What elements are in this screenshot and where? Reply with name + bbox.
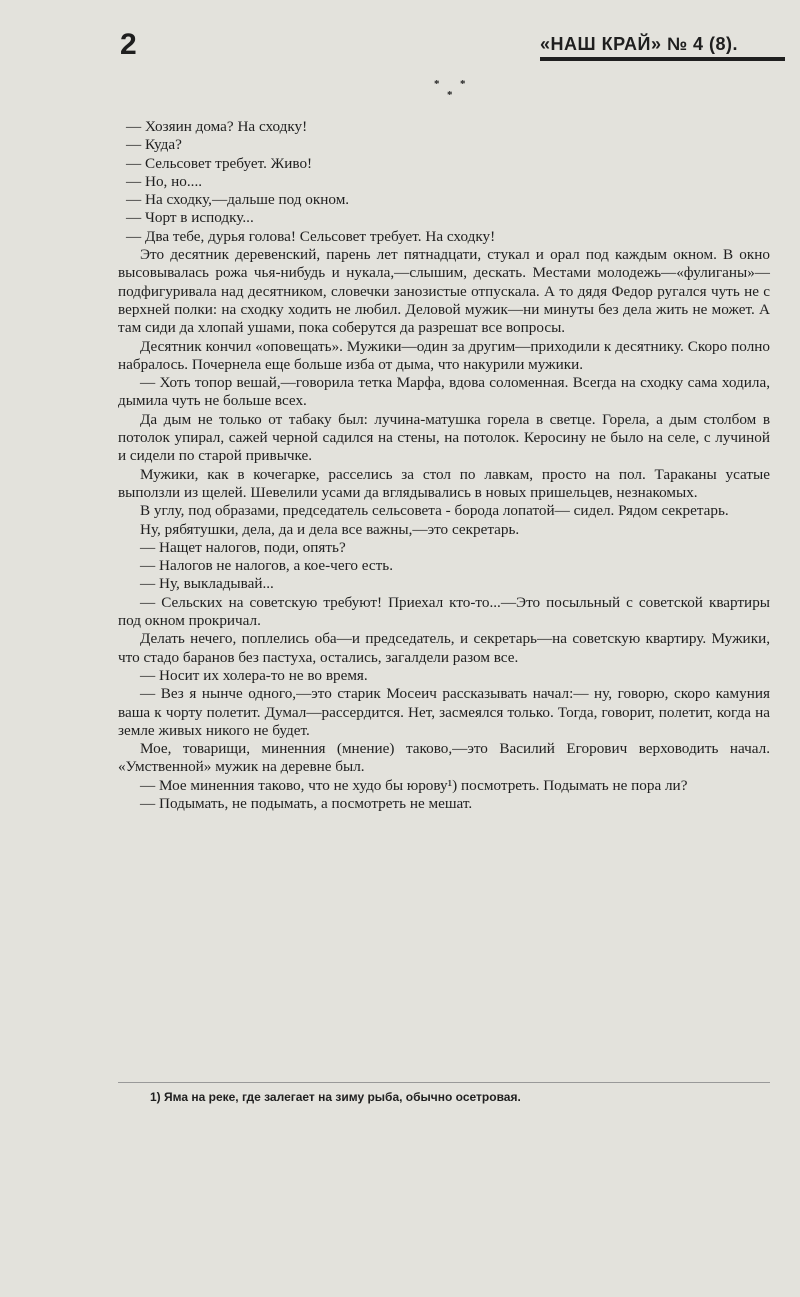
asterisk-1: * [434, 78, 440, 90]
paragraph: Мужики, как в кочегарке, расселись за стол по лавкам, просто на пол. Тараканы усатые выползли из щелей. Шевелили усами да вглядывались в новых пришельцев, незнакомых. [118, 465, 770, 501]
dialogue-line: — На сходку,—дальше под окном. [126, 191, 350, 209]
paragraph: Да дым не только от табаку был: лучина-матушка горела в светце. Горела, а дым столбом в потолок упирал, сажей черной садился на стены, на потолок. Керосину не было на селе, с лучиной и сидели по старой привычке. [118, 410, 770, 465]
paragraph: Делать нечего, поплелись оба—и председатель, и секретарь—на советскую квартиру. Мужики, что стадо баранов без пастуха, остались, загалдели разом все. [118, 630, 770, 666]
article-body [118, 118, 770, 813]
paragraph: В углу, под образами, председатель сельсовета - борода лопатой— сидел. Рядом секретарь. [140, 502, 729, 520]
paragraph: Мое, товарищи, миненния (мнение) таково,—это Василий Егорович верховодить начал. «Умственной» мужик на деревне был. [118, 740, 770, 776]
dialogue-line: — Чорт в исподку... [126, 209, 254, 227]
footnote-divider [118, 1082, 770, 1083]
paragraph: — Вез я нынче одного,—это старик Мосеич рассказывать начал:— ну, говорю, скоро камуния ваша к чорту полетит. Думал—рассердится. Нет, засмеялся только. Тогда, говорит, полетит, когда на земле живых никого не будет. [118, 685, 770, 739]
paragraph: — Носит их холера-то не во время. [140, 666, 368, 684]
asterisk-3: * [447, 89, 453, 101]
paragraph: Это десятник деревенский, парень лет пятнадцати, стукал и орал под каждым окном. В окно высовывалась рожа чья-нибудь и нукала,—слышим, дескать. Местами молодежь—«фулиганы»—подфигуривала над десятником, словечки занозистые отпускала. А то дядя Федор ругался чуть не с верхней полки: на сходку ходить не любил. Деловой мужик—ни минуты без дела жить не может. А там сиди да хлопай ушами, пока соберутся да разрешат все вопросы. [118, 246, 770, 337]
dialogue-line: — Два тебе, дурья голова! Сельсовет требует. На сходку! [126, 227, 496, 245]
paragraph: — Мое миненния таково, что не худо бы юрову¹) посмотреть. Подымать не пора ли? [140, 776, 688, 794]
paragraph: — Нащет налогов, поди, опять? [140, 538, 346, 556]
masthead-rule [540, 57, 785, 61]
footnote: 1) Яма на реке, где залегает на зиму рыба, обычно осетровая. [150, 1090, 521, 1104]
page-number: 2 [120, 28, 137, 61]
dialogue-line: — Хозяин дома? На сходку! [126, 118, 308, 135]
asterisk-2: * [460, 78, 466, 90]
dialogue-line: — Сельсовет требует. Живо! [126, 154, 313, 172]
paragraph: Ну, рябятушки, дела, да и дела все важны,—это секретарь. [140, 520, 520, 538]
ornament-asterisks [428, 78, 478, 108]
paragraph: — Подымать, не подымать, а посмотреть не мешат. [140, 794, 473, 812]
paragraph: — Ну, выкладывай... [140, 575, 274, 593]
paragraph: — Сельских на советскую требуют! Приехал кто-то...—Это посыльный с советской квартиры под окном прокричал. [118, 593, 770, 630]
masthead-title: «НАШ КРАЙ» № 4 (8). [540, 34, 739, 54]
paragraph: Десятник кончил «оповещать». Мужики—один за другим—приходили к десятнику. Скоро полно набралось. Почернела еще больше изба от дыма, что накурили мужики. [118, 337, 770, 373]
dialogue-line: — Куда? [126, 136, 182, 154]
paragraph: — Хоть топор вешай,—говорила тетка Марфа, вдова соломенная. Всегда на сходку сама ходила, дымила чуть не больше всех. [118, 374, 770, 410]
dialogue-line: — Но, но.... [126, 172, 203, 190]
paragraph: — Налогов не налогов, а кое-чего есть. [140, 557, 394, 575]
